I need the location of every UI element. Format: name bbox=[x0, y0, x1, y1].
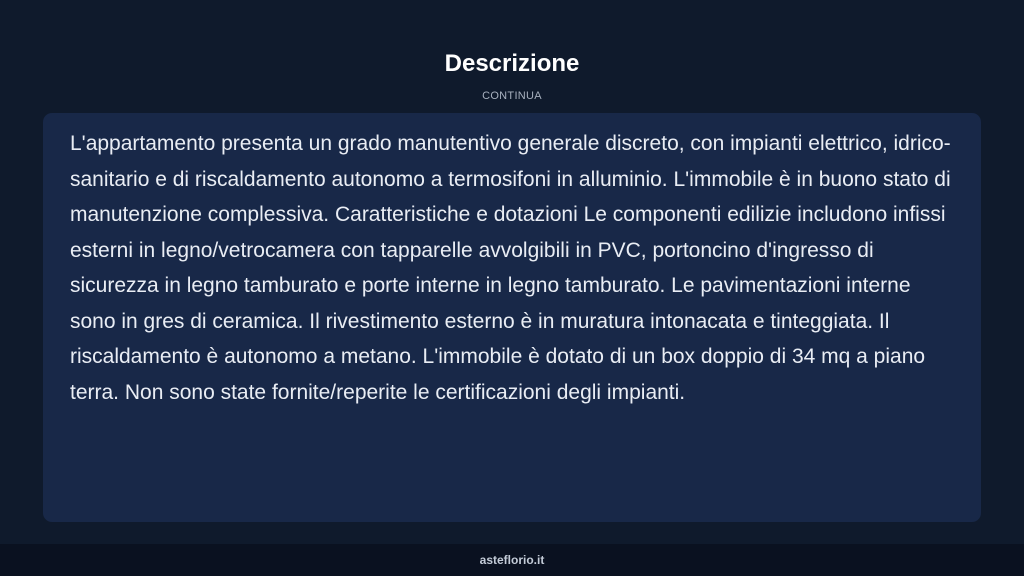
page-title: Descrizione bbox=[444, 50, 580, 77]
page-header bbox=[0, 0, 1024, 110]
page-subtitle: CONTINUA bbox=[482, 90, 542, 102]
footer-bar bbox=[0, 544, 1024, 576]
footer-brand: asteflorio.it bbox=[479, 553, 545, 567]
description-text: L'appartamento presenta un grado manutentivo generale discreto, con impianti elettrico, idrico-sanitario e di riscaldamento autonomo a termosifoni in alluminio. L'immobile è in buono stato di manutenzione complessiva. Caratteristiche e dotazioni Le componenti edilizie includono infissi esterni in legno/vetrocamera con tapparelle avvolgibili in PVC, portoncino d'ingresso di sicurezza in legno tamburato e porte interne in legno tamburato. Le pavimentazioni interne sono in gres di ceramica. Il rivestimento esterno è in muratura intonacata e tinteggiata. Il riscaldamento è autonomo a metano. L'immobile è dotato di un box doppio di 34 mq a piano terra. Non sono state fornite/reperite le certificazioni degli impianti. bbox=[70, 132, 951, 404]
